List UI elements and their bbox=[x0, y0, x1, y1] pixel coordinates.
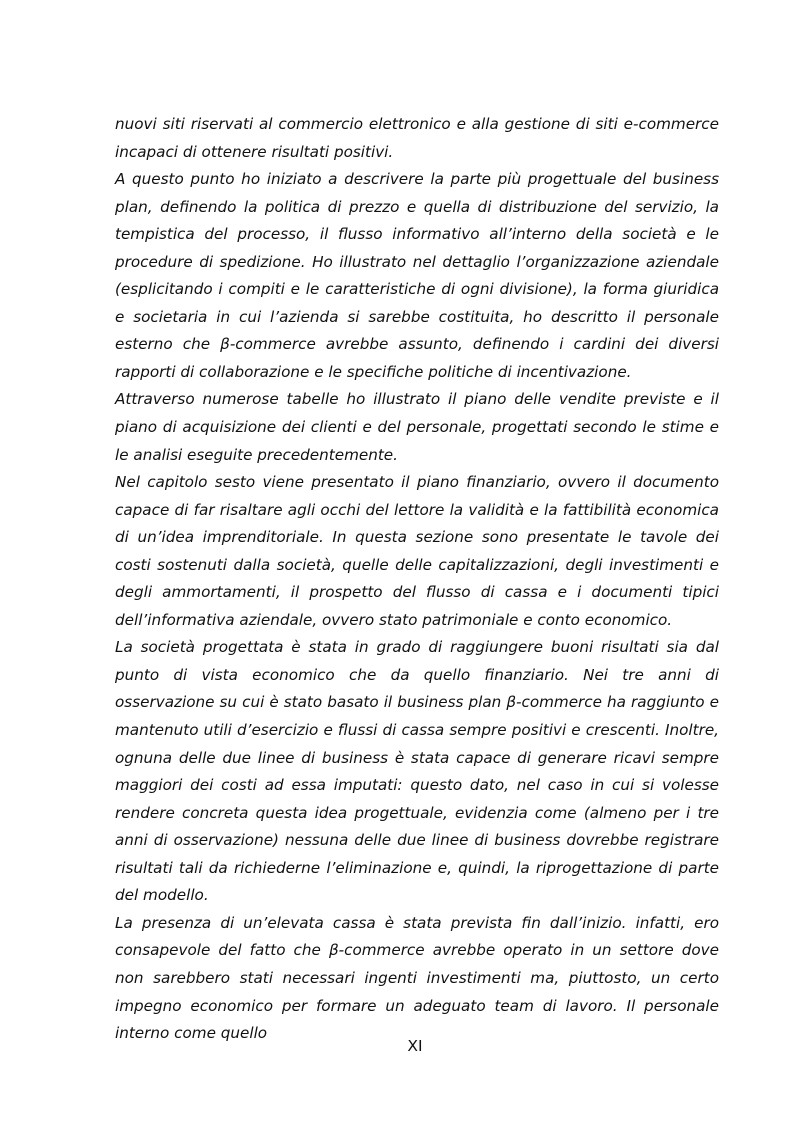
paragraph-3: Attraverso numerose tabelle ho illustrato il piano delle vendite previste e il piano di acquisizione dei clienti e del personale, progettati secondo le stime e le analisi eseguite precedentemente. bbox=[115, 390, 719, 464]
body-text bbox=[115, 111, 719, 1048]
paragraph-6: La presenza di un’elevata cassa è stata prevista fin dall’inizio. infatti, ero consapevole del fatto che β-commerce avrebbe operato in un settore dove non sarebbero stati necessari ingenti investimenti ma, piuttosto, un certo impegno economico per formare un adeguato team di lavoro. Il personale interno come quello bbox=[115, 913, 719, 1043]
paragraph-1: nuovi siti riservati al commercio elettronico e alla gestione di siti e-commerce incapaci di ottenere risultati positivi. bbox=[115, 115, 719, 161]
paragraph-5: La società progettata è stata in grado di raggiungere buoni risultati sia dal punto di vista economico che da quello finanziario. Nei tre anni di osservazione su cui è stato basato il business plan β-commerce ha raggiunto e mantenuto utili d’esercizio e flussi di cassa sempre positivi e crescenti. Inoltre, ognuna delle due linee di business è stata capace di generare ricavi sempre maggiori dei costi ad essa imputati: questo dato, nel caso in cui si volesse rendere concreta questa idea progettuale, evidenzia come (almeno per i tre anni di osservazione) nessuna delle due linee di business dovrebbe registrare risultati tali da richiederne l’eliminazione e, quindi, la riprogettazione di parte del modello. bbox=[115, 638, 719, 905]
paragraph-2: A questo punto ho iniziato a descrivere la parte più progettuale del business plan, definendo la politica di prezzo e quella di distribuzione del servizio, la tempistica del processo, il flusso informativo all’interno della società e le procedure di spedizione. Ho illustrato nel dettaglio l’organizzazione aziendale (esplicitando i compiti e le caratteristiche di ogni divisione), la forma giuridica e societaria in cui l’azienda si sarebbe costituita, ho descritto il personale esterno che β-commerce avrebbe assunto, definendo i cardini dei diversi rapporti di collaborazione e le specifiche politiche di incentivazione. bbox=[115, 170, 719, 381]
page-number: XI bbox=[407, 1037, 423, 1055]
paragraph-4: Nel capitolo sesto viene presentato il piano finanziario, ovvero il documento capace di far risaltare agli occhi del lettore la validità e la fattibilità economica di un’idea imprenditoriale. In questa sezione sono presentate le tavole dei costi sostenuti dalla società, quelle delle capitalizzazioni, degli investimenti e degli ammortamenti, il prospetto del flusso di cassa e i documenti tipici dell’informativa aziendale, ovvero stato patrimoniale e conto economico. bbox=[115, 473, 719, 629]
